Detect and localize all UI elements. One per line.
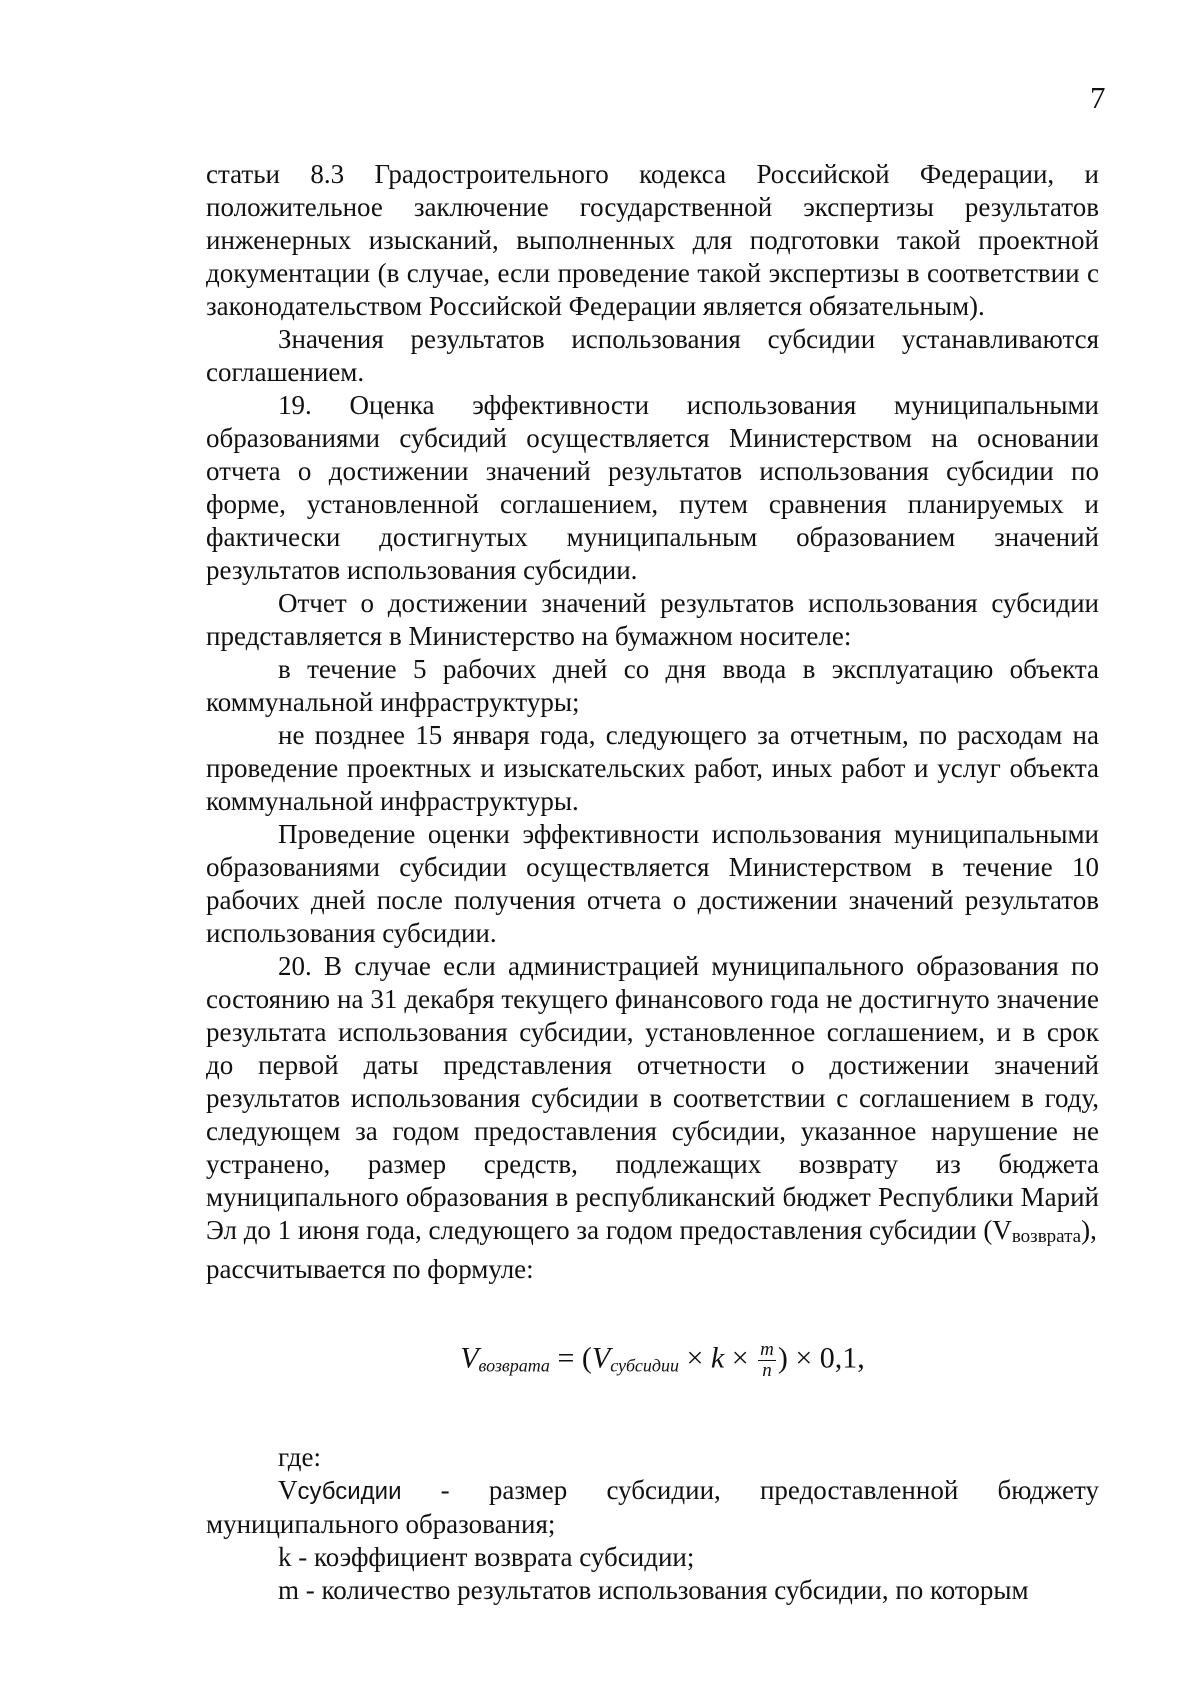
formula-fraction-numerator: m [760,1339,774,1360]
formula-lhs-subscript: возврата [478,1355,550,1376]
formula-v-symbol: V [591,1341,611,1375]
paragraph-20-close: ), [1081,1215,1097,1245]
paragraph-evaluation-period: Проведение оценки эффективности использования муниципальными образованиями субсидии осуществляется Министерством в течение 10 рабочих дней после получения отчета о достижении значений результатов использования субсидии. [206,819,1099,948]
formula-v-subscript: субсидии [610,1355,679,1376]
definition-v-text: - размер субсидии, предоставленной бюджету муниципального образования; [206,1475,1099,1539]
document-body [206,158,1099,1607]
definition-v-symbol: V [278,1475,298,1505]
paragraph-20-tail: рассчитывается по формуле: [206,1254,534,1284]
formula-fraction-denominator: n [762,1360,772,1381]
formula-times-3: × [795,1341,813,1375]
paragraph-report-submission: Отчет о достижении значений результатов использования субсидии представляется в Министерство на бумажном носителе: [206,588,1099,651]
paragraph-intro-continuation: статьи 8.3 Градостроительного кодекса Российской Федерации, и положительное заключение государственной экспертизы результатов инженерных изысканий, выполненных для подготовки такой проектной документации (в случае, если проведение такой экспертизы в соответствии с законодательством Российской Федерации является обязательным). [206,159,1099,321]
formula-fraction [758,1340,776,1381]
where-label: где: [278,1442,321,1472]
paragraph-20-text: 20. В случае если администрацией муниципального образования по состоянию на 31 декабря текущего финансового года не достигнуто значение результата использования субсидии, установленное соглашением, и в срок до первой даты представления отчетности о достижении значений результатов использования субсидии в соответствии с соглашением в году, следующем за годом предоставления субсидии, указанное нарушение не устранено, размер средств, подлежащих возврату из бюджета муниципального образования в республиканский бюджет Республики Марий Эл до 1 июня года, следующего за годом предоставления субсидии ( [206,951,1099,1245]
formula-open-paren: ( [581,1341,592,1375]
paragraph-results-values: Значения результатов использования субсидии устанавливаются соглашением. [206,324,1099,387]
paragraph-20 [206,950,1099,1253]
definition-m: m - количество результатов использования субсидии, по которым [278,1575,1029,1605]
v-return-symbol: V [992,1215,1012,1245]
definition-k: k - коэффициент возврата субсидии; [278,1542,695,1572]
formula-equals: = [557,1341,575,1375]
formula-constant: 0,1, [819,1341,865,1375]
page-number: 7 [1090,80,1106,115]
formula-k: k [710,1341,725,1375]
formula-lhs-symbol: V [460,1341,479,1375]
definition-v-subscript: субсидии [297,1478,402,1505]
paragraph-19: 19. Оценка эффективности использования муниципальными образованиями субсидий осуществляется Министерством на основании отчета о достижении значений результатов использования субсидии по форме, установленной соглашением, путем сравнения планируемых и фактически достигнутых муниципальным образованием значений результатов использования субсидии. [206,390,1099,585]
paragraph-report-deadline-commissioning: в течение 5 рабочих дней со дня ввода в эксплуатацию объекта коммунальной инфраструктуры; [206,654,1099,717]
formula-times-2: × [731,1341,749,1375]
formula-times-1: × [686,1341,704,1375]
paragraph-report-deadline-january: не позднее 15 января года, следующего за отчетным, по расходам на проведение проектных и изыскательских работ, иных работ и услуг объекта коммунальной инфраструктуры. [206,720,1099,816]
v-return-subscript: возврата [1011,1226,1082,1247]
return-formula [206,1340,1099,1381]
formula-close-paren: ) [777,1341,788,1375]
definition-v-subsidy [206,1474,1099,1541]
